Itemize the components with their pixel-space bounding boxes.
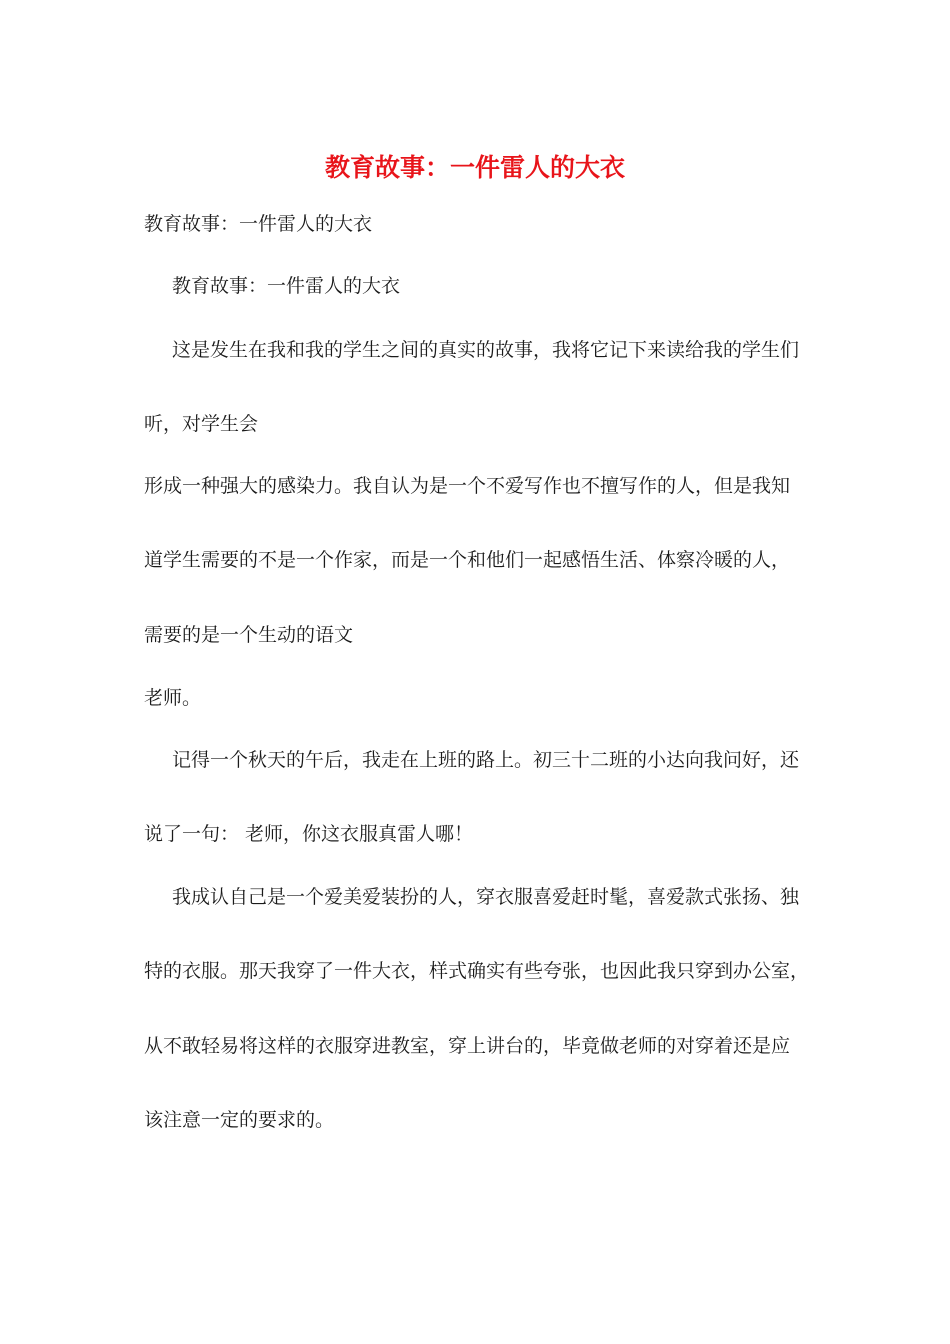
paragraph-line: 老师。 [144,687,202,709]
paragraph-line: 形成一种强大的感染力。我自认为是一个不爱写作也不擅写作的人，但是我知 [144,475,791,497]
indented-subtitle-line: 教育故事：一件雷人的大衣 [172,275,401,297]
paragraph-line: 这是发生在我和我的学生之间的真实的故事，我将它记下来读给我的学生们 [172,339,800,361]
paragraph-line: 从不敢轻易将这样的衣服穿进教室，穿上讲台的，毕竟做老师的对穿着还是应 [144,1035,791,1057]
paragraph-line: 说了一句： 老师，你这衣服真雷人哪！ [144,823,474,845]
paragraph-line: 该注意一定的要求的。 [144,1109,335,1131]
paragraph-line: 需要的是一个生动的语文 [144,624,354,646]
paragraph-line: 道学生需要的不是一个作家，而是一个和他们一起感悟生活、体察冷暖的人， [144,549,791,571]
paragraph-line: 听，对学生会 [144,413,259,435]
paragraph-line: 记得一个秋天的午后，我走在上班的路上。初三十二班的小达向我问好，还 [172,749,800,771]
paragraph-line: 特的衣服。那天我穿了一件大衣，样式确实有些夸张，也因此我只穿到办公室， [144,960,810,982]
document-title: 教育故事：一件雷人的大衣 [324,153,625,182]
paragraph-line: 我成认自己是一个爱美爱装扮的人，穿衣服喜爱赶时髦，喜爱款式张扬、独 [172,886,800,908]
subtitle-line: 教育故事：一件雷人的大衣 [144,213,373,235]
